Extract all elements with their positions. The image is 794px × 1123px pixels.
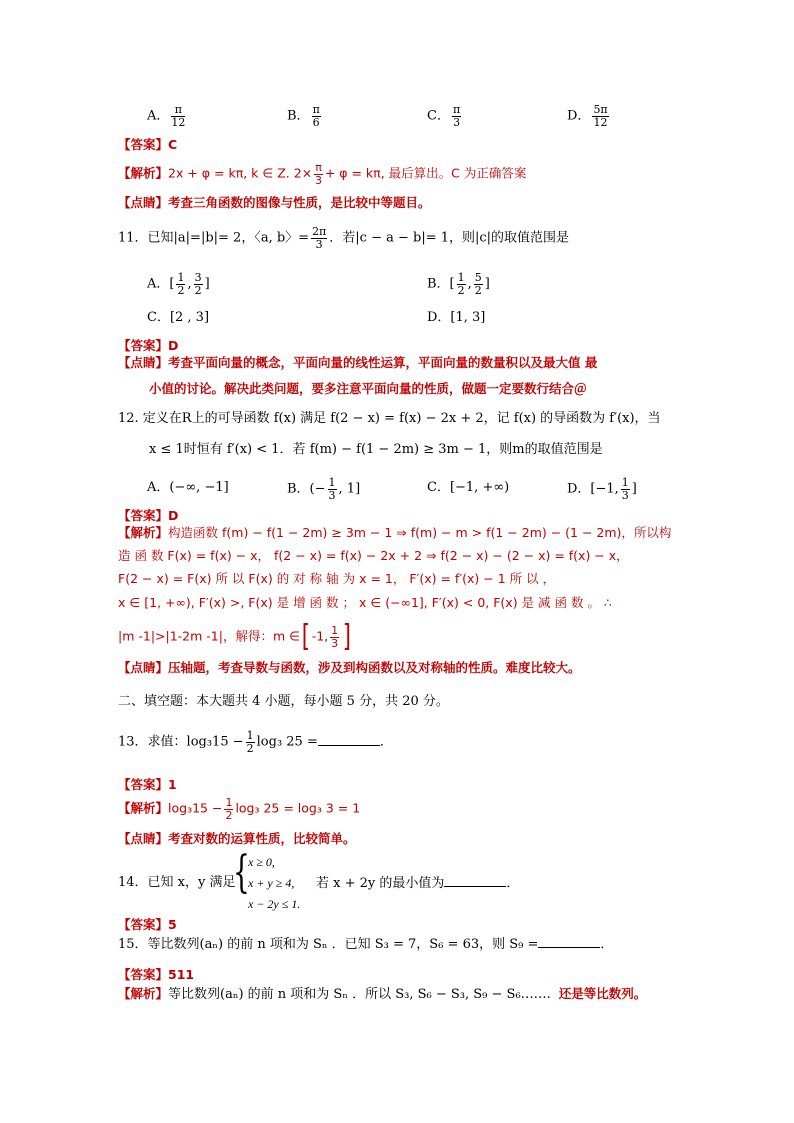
- q15-analysis: 【解析】等比数列(aₙ) 的前 n 项和为 Sₙ ．所以 S₃, S₆ − S₃, S₉ − S₆……. 还是等比数列。: [118, 986, 647, 1002]
- section-heading: 二、填空题：本大题共 4 小题，每小题 5 分，共 20 分。: [118, 694, 449, 709]
- q14-stem-pre: 14．已知 x，y 满足: [118, 875, 236, 890]
- q10-answer: 【答案】C: [118, 137, 178, 152]
- q11-stem: 11．已知|a|=|b|= 2，〈a, b〉= $\frac{2\pi}{3}$ ．若|c − a − b|= 1，则|c|的取值范围是: [118, 225, 570, 251]
- q14-stem-post: 若 x + 2y 的最小值为 ．: [316, 876, 520, 891]
- q12-analysis-line2: 造 函 数 F(x) = f(x) − x， f(2 − x) = f(x) − 2x + 2 ⇒ f(2 − x) − (2 − x) = f(x) − x，: [118, 548, 629, 563]
- q13-stem: 13．求值：log₃15 − $\frac{1}{2}$ log₃ 25 = ．: [118, 729, 393, 755]
- q11-answer: 【答案】D: [118, 338, 179, 353]
- q12-analysis-line3: F(2 − x) = F(x) 所 以 F(x) 的 对 称 轴 为 x = 1， F′(x) = f′(x) − 1 所 以 ，: [118, 571, 556, 586]
- q12-answer: 【答案】D: [118, 508, 179, 523]
- q14-system-brace: {: [233, 847, 250, 898]
- q10-option-b: B． $\frac{\pi}{6}$: [287, 103, 320, 129]
- q13-answer: 【答案】1: [118, 777, 177, 792]
- q13-blank: [318, 735, 380, 746]
- q10-comment: 【点睛】考查三角函数的图像与性质，是比较中等题目。: [118, 195, 431, 210]
- q14-constraint-1: x ≥ 0,: [248, 855, 275, 869]
- q12-stem-line2: x ≤ 1时恒有 f′(x) < 1．若 f(m) − f(1 − 2m) ≥ 3m − 1，则m的取值范围是: [149, 442, 603, 457]
- q14-blank: [444, 876, 506, 887]
- q11-option-a: A．[ $\frac{1}{2}$ , $\frac{3}{2}$ ]: [147, 271, 210, 297]
- q14-constraint-2: x + y ≥ 4,: [248, 876, 295, 890]
- q15-answer: 【答案】511: [118, 967, 195, 982]
- q12-option-c: C．[−1, +∞): [427, 480, 510, 495]
- q14-constraint-3: x − 2y ≤ 1.: [248, 897, 301, 911]
- q10-option-c: C． $\frac{\pi}{3}$: [427, 103, 461, 129]
- q15-stem: 15．等比数列(aₙ) 的前 n 项和为 Sₙ ．已知 S₃ = 7，S₆ = 63，则 S₉ = ．: [118, 937, 614, 952]
- q10-option-a: A． $\frac{\pi}{12}$: [147, 103, 186, 129]
- q12-analysis-line1: 【解析】构造函数 f(m) − f(1 − 2m) ≥ 3m − 1 ⇒ f(m) − m > f(1 − 2m) − (1 − 2m)，所以构: [118, 525, 672, 540]
- q12-option-b: B．(− $\frac{1}{3}$ , 1]: [287, 476, 361, 502]
- q15-blank: [538, 937, 600, 948]
- q11-comment: 【点睛】考查平面向量的概念，平面向量的线性运算，平面向量的数量积以及最大值 最: [118, 355, 598, 370]
- q11-option-c: C．[2 , 3]: [147, 310, 210, 325]
- q10-analysis: 【解析】2x + φ = kπ, k ∈ Z. 2× $\frac{\pi}{3}$ + φ = kπ, 最后算出。C 为正确答案: [118, 161, 527, 187]
- q11-option-d: D．[1, 3]: [427, 310, 486, 325]
- q12-stem-line1: 12. 定义在R上的可导函数 f(x) 满足 f(2 − x) = f(x) − 2x + 2，记 f(x) 的导函数为 f′(x)，当: [118, 411, 661, 426]
- q14-answer: 【答案】5: [118, 917, 177, 932]
- q11-comment-cont: 小值的讨论。解决此类问题，要多注意平面向量的性质，做题一定要数行结合＠: [149, 381, 587, 396]
- q13-comment: 【点睛】考查对数的运算性质，比较简单。: [118, 831, 356, 846]
- q12-option-a: A．(−∞, −1]: [147, 480, 229, 495]
- q13-analysis: 【解析】log₃15 − $\frac{1}{2}$ log₃ 25 = log₃ 3 = 1: [118, 796, 361, 822]
- q12-comment: 【点睛】压轴题，考查导数与函数，涉及到构函数以及对称轴的性质。难度比较大。: [118, 660, 581, 675]
- q12-option-d: D．[−1, $\frac{1}{3}$ ]: [567, 476, 637, 502]
- q10-option-d: D． $\frac{5\pi}{12}$: [567, 103, 608, 129]
- q12-analysis-line4: x ∈ [1, +∞), F′(x) >, F(x) 是 增 函 数 ； x ∈ (−∞1], F′(x) < 0, F(x) 是 减 函 数 。 ∴: [118, 595, 612, 610]
- q12-analysis-line5: |m -1|>|1-2m -1|，解得：m ∈[ -1, $\frac{1}{3}$ ]: [118, 619, 352, 654]
- q11-option-b: B．[ $\frac{1}{2}$ , $\frac{5}{2}$ ]: [427, 271, 490, 297]
